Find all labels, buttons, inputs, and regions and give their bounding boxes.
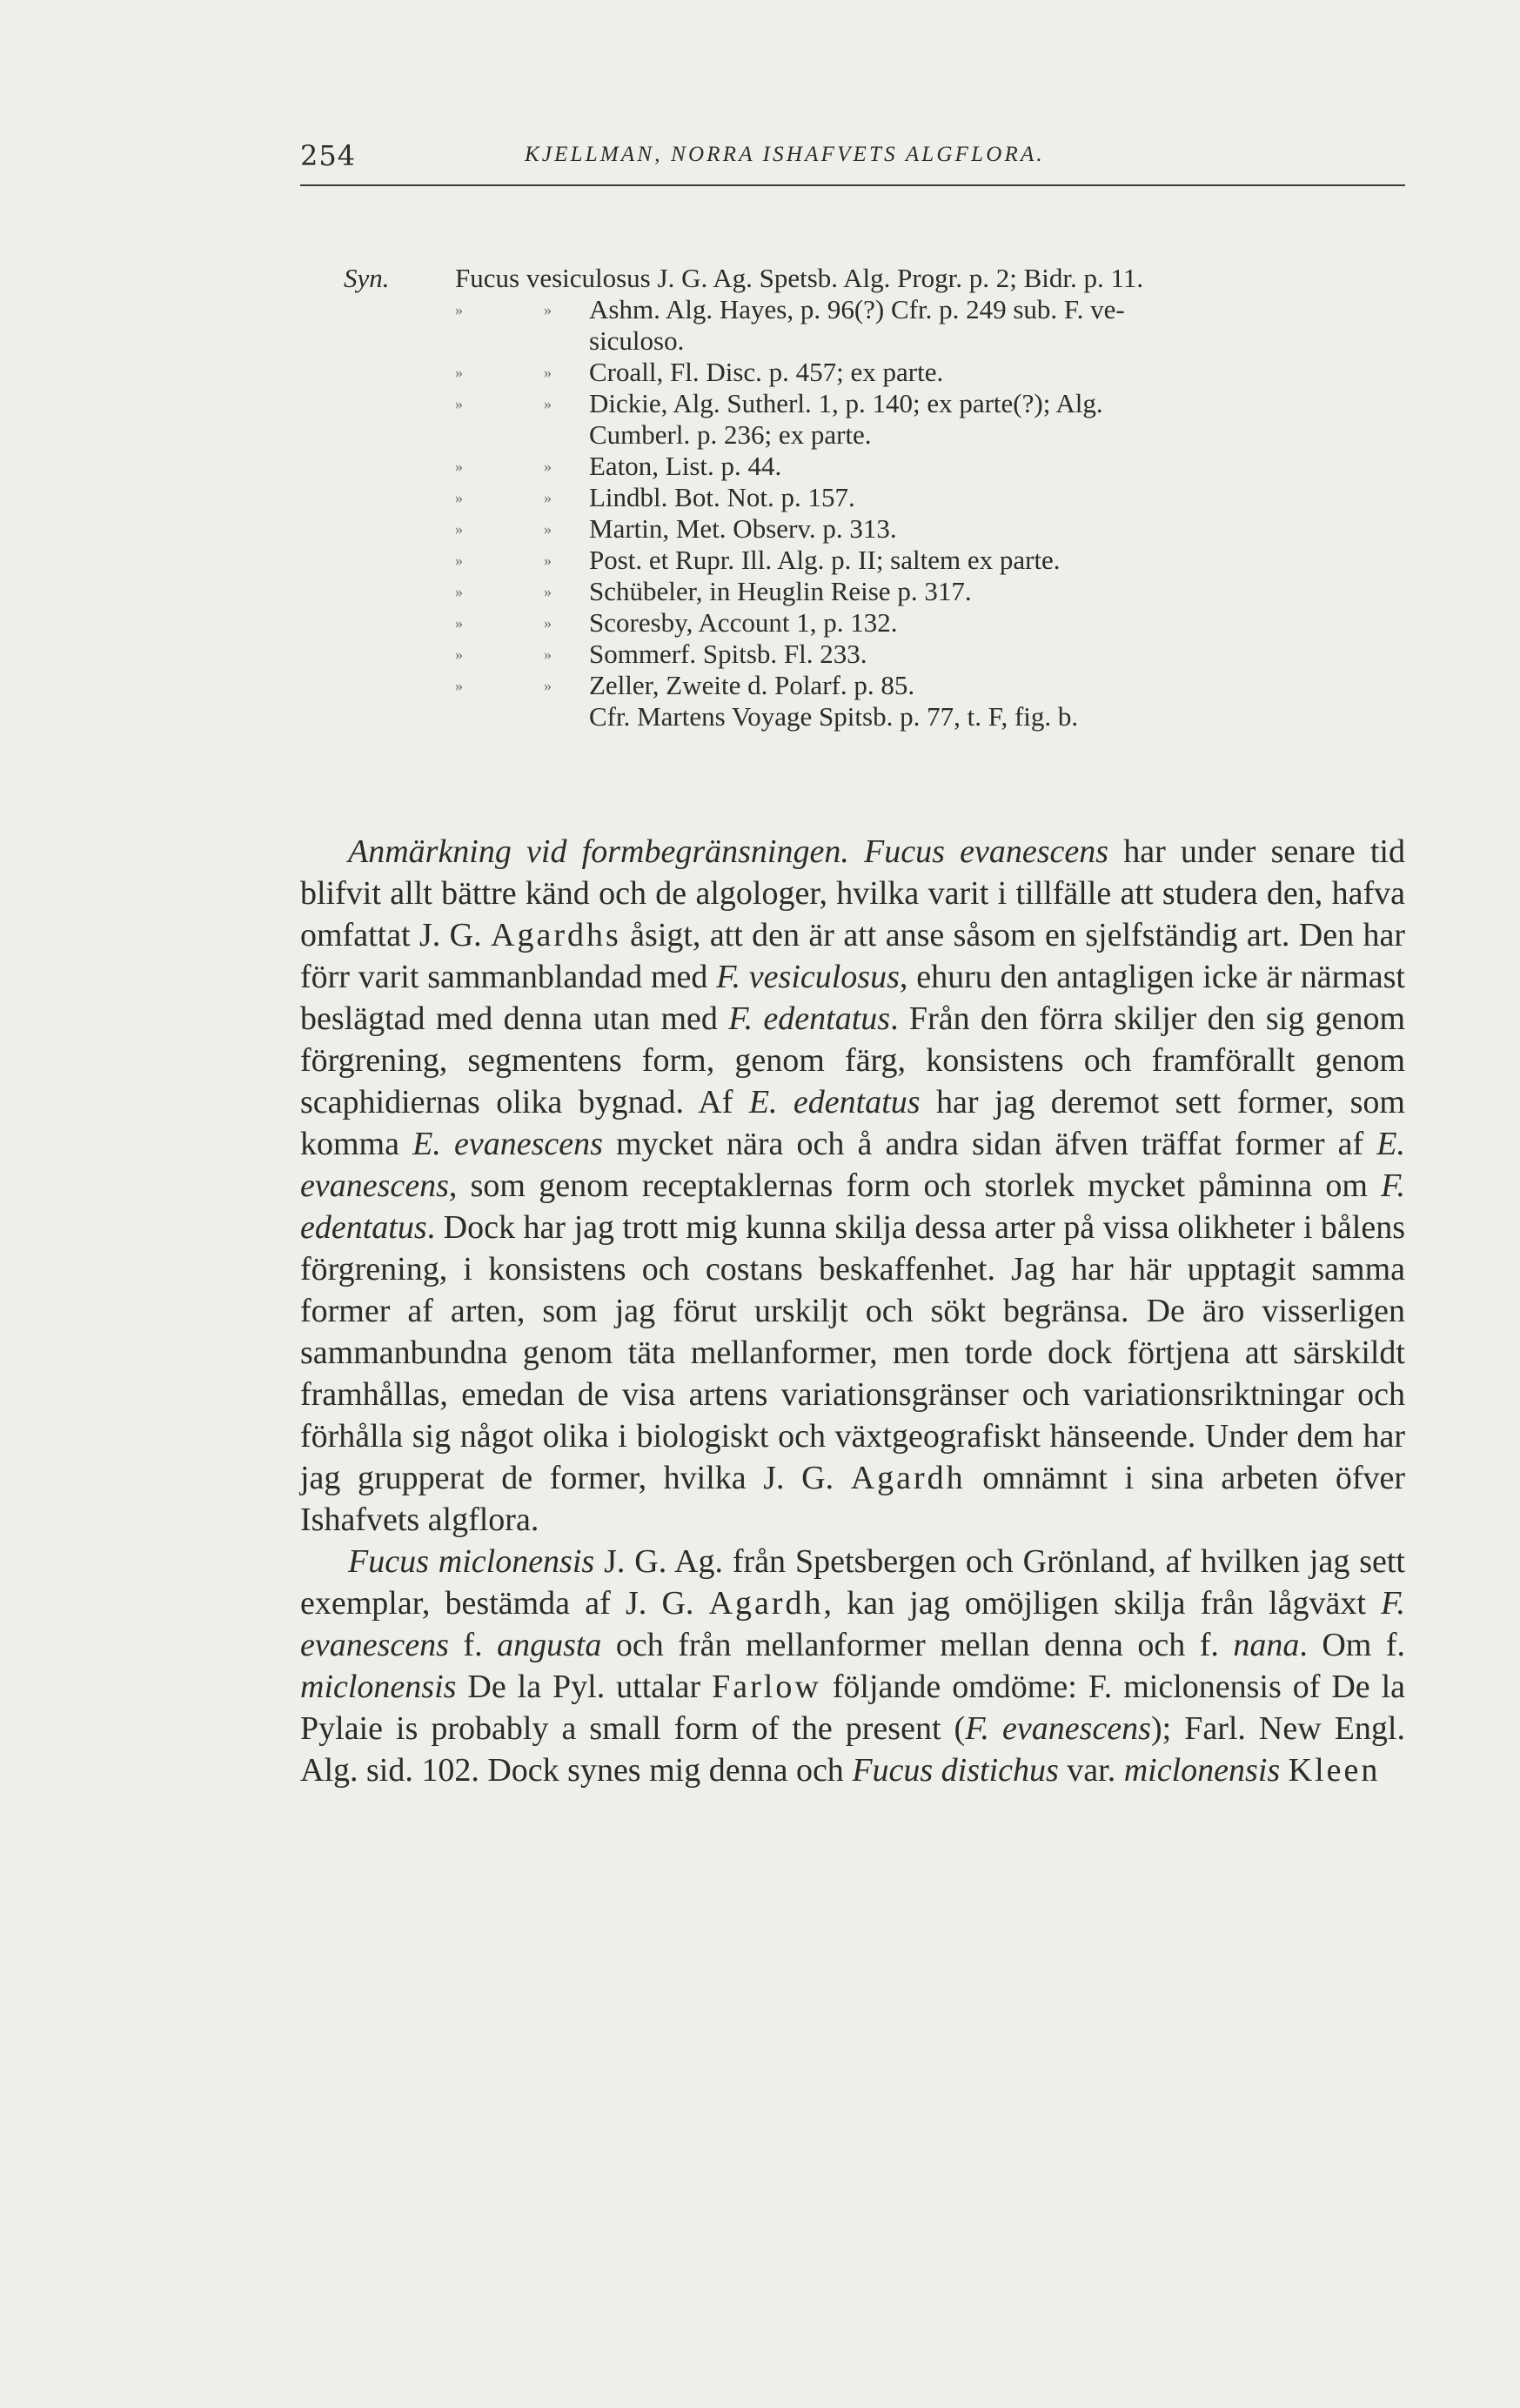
- italic-run: F. evanescens: [965, 1710, 1151, 1747]
- text-run: , kan jag omöjligen skilja från lågväxt: [823, 1585, 1382, 1622]
- synonym-row: [344, 701, 1405, 732]
- ditto-mark: »: [544, 677, 552, 694]
- ditto-mark: »: [455, 395, 463, 412]
- spaced-name: Agardhs: [491, 917, 621, 953]
- paragraph-annotation: [300, 831, 1405, 1541]
- italic-run: F. vesiculosus: [716, 959, 900, 995]
- spaced-name: Kleen: [1288, 1752, 1381, 1789]
- synonym-text: Dickie, Alg. Sutherl. 1, p. 140; ex parte(?); Alg.: [589, 388, 1103, 418]
- ditto-mark: »: [544, 583, 552, 600]
- ditto-mark: »: [544, 364, 552, 381]
- synonymy-list: [344, 263, 1405, 732]
- text-run: följande omdöme: F. miclonensis of De la Pylaie is probably a small form of the present (: [300, 1669, 1405, 1747]
- text-run: åsigt, att den är att anse såsom en sjelfständig art. Den har förr varit sammanblandad med: [300, 917, 1406, 995]
- text-run: [1280, 1752, 1289, 1789]
- ditto-mark: »: [455, 614, 463, 632]
- ditto-mark: »: [455, 677, 463, 694]
- synonym-row: [344, 670, 1405, 701]
- text-run: har jag deremot sett former, som komma: [300, 1084, 1405, 1162]
- spaced-name: Agardh: [850, 1460, 966, 1496]
- text-run: mycket nära och å andra sidan äfven träffat former af: [602, 1126, 1377, 1162]
- ditto-mark: »: [455, 583, 463, 600]
- synonym-text: Sommerf. Spitsb. Fl. 233.: [589, 639, 867, 669]
- page-header: [300, 139, 1405, 183]
- synonym-text: Lindbl. Bot. Not. p. 157.: [589, 482, 855, 512]
- ditto-mark: »: [544, 489, 552, 506]
- italic-run: E. edentatus: [748, 1084, 921, 1120]
- ditto-mark: »: [455, 520, 463, 538]
- ditto-mark: »: [544, 645, 552, 663]
- paragraph-miclonensis: [300, 1541, 1405, 1791]
- text-run: De la Pyl. uttalar: [456, 1669, 713, 1705]
- ditto-mark: »: [455, 489, 463, 506]
- italic-run: E. evanescens: [300, 1126, 1406, 1204]
- italic-run: nana: [1233, 1627, 1300, 1663]
- text-run: var.: [1058, 1752, 1124, 1789]
- synonym-text: Cfr. Martens Voyage Spitsb. p. 77, t. F, fig. b.: [589, 701, 1079, 732]
- italic-run: Anmärkning vid formbegränsningen.: [348, 833, 849, 870]
- synonym-text: Eaton, List. p. 44.: [589, 451, 782, 481]
- text-run: ); Farl. New Engl. Alg. sid. 102. Dock synes mig denna och: [300, 1710, 1405, 1789]
- page-number: 254: [300, 139, 357, 172]
- ditto-mark: »: [544, 552, 552, 569]
- italic-run: F. edentatus: [300, 1167, 1405, 1246]
- synonym-row: [344, 451, 1405, 482]
- ditto-mark: »: [455, 458, 463, 475]
- synonym-text: Zeller, Zweite d. Polarf. p. 85.: [589, 670, 915, 700]
- ditto-mark: »: [455, 645, 463, 663]
- synonym-label: Syn.: [344, 263, 390, 293]
- text-run: . Dock har jag trott mig kunna skilja dessa arter på vissa olikheter i bålens förgrening, i konsistens och costans beskaffenhet. Jag har här upptagit samma former af arten, som jag förut urskiljt och sökt begränsa. De äro visserligen sammanbundna genom täta mellanformer, men torde dock förtjena att särskildt framhållas, emedan de visa artens variationsgränser och variationsriktningar och förhålla sig något olika i biologiskt och växtgeografiskt hänseende. Under dem har jag grupperat de former, hvilka J. G.: [300, 1209, 1405, 1496]
- header-rule: [300, 184, 1405, 186]
- synonym-text: Post. et Rupr. Ill. Alg. p. II; saltem ex parte.: [589, 545, 1061, 575]
- text-run: omnämnt i sina arbeten öfver Ishafvets algflora.: [300, 1460, 1406, 1538]
- ditto-mark: »: [544, 520, 552, 538]
- synonym-row: [344, 325, 1405, 357]
- running-title: KJELLMAN, NORRA ISHAFVETS ALGFLORA.: [525, 143, 1045, 166]
- synonym-text: Ashm. Alg. Hayes, p. 96(?) Cfr. p. 249 sub. F. ve-: [589, 294, 1125, 324]
- spaced-name: Agardh: [708, 1585, 824, 1622]
- text-run: [849, 833, 864, 870]
- synonym-text: Fucus vesiculosus J. G. Ag. Spetsb. Alg. Progr. p. 2; Bidr. p. 11.: [455, 263, 1144, 293]
- synonym-row: [344, 545, 1405, 576]
- spaced-name: Farlow: [712, 1669, 821, 1705]
- synonym-row: [344, 576, 1405, 607]
- synonym-text: Cumberl. p. 236; ex parte.: [589, 419, 872, 450]
- italic-run: F. evanescens: [300, 1585, 1405, 1663]
- synonym-row: [344, 294, 1405, 325]
- ditto-mark: »: [455, 552, 463, 569]
- synonym-row: [344, 263, 1405, 294]
- synonym-row: [344, 639, 1405, 670]
- italic-run: angusta: [497, 1627, 602, 1663]
- ditto-mark: »: [544, 614, 552, 632]
- synonym-row: [344, 357, 1405, 388]
- synonym-text: Schübeler, in Heuglin Reise p. 317.: [589, 576, 972, 606]
- synonym-text: Scoresby, Account 1, p. 132.: [589, 607, 898, 638]
- italic-run: E. evanescens: [412, 1126, 603, 1162]
- ditto-mark: »: [455, 301, 463, 318]
- ditto-mark: »: [544, 301, 552, 318]
- text-run: . Från den förra skiljer den sig genom förgrening, segmentens form, genom färg, konsistens och framförallt genom scaphidiernas olika bygnad. Af: [300, 1000, 1406, 1120]
- ditto-mark: »: [544, 458, 552, 475]
- italic-run: miclonensis: [300, 1669, 457, 1705]
- synonym-row: [344, 607, 1405, 639]
- synonym-row: [344, 388, 1405, 419]
- italic-run: F. edentatus: [728, 1000, 891, 1037]
- text-run: J. G. Ag. från Spetsbergen och Grönland, af hvilken jag sett exemplar, bestämda af J. G.: [300, 1543, 1405, 1622]
- italic-run: Fucus evanescens: [864, 833, 1109, 870]
- italic-run: Fucus distichus: [852, 1752, 1059, 1789]
- text-run: f.: [448, 1627, 498, 1663]
- italic-run: Fucus miclonensis: [348, 1543, 595, 1580]
- synonym-text: Croall, Fl. Disc. p. 457; ex parte.: [589, 357, 944, 387]
- text-run: . Om f.: [1299, 1627, 1405, 1663]
- body-text: [300, 831, 1405, 1791]
- text-run: och från mellanformer mellan denna och f.: [601, 1627, 1234, 1663]
- synonym-row: [344, 482, 1405, 513]
- text-run: , ehuru den antagligen icke är närmast beslägtad med denna utan med: [300, 959, 1405, 1037]
- text-run: , som genom receptaklernas form och storlek mycket påminna om: [448, 1167, 1382, 1204]
- synonym-text: siculoso.: [589, 325, 685, 356]
- ditto-mark: »: [544, 395, 552, 412]
- text-run: har under senare tid blifvit allt bättre känd och de algologer, hvilka varit i tillfälle att studera den, hafva omfattat J. G.: [300, 833, 1405, 953]
- ditto-mark: »: [455, 364, 463, 381]
- synonym-text: Martin, Met. Observ. p. 313.: [589, 513, 897, 544]
- synonym-row: [344, 419, 1405, 451]
- italic-run: miclonensis: [1123, 1752, 1281, 1789]
- synonym-row: [344, 513, 1405, 545]
